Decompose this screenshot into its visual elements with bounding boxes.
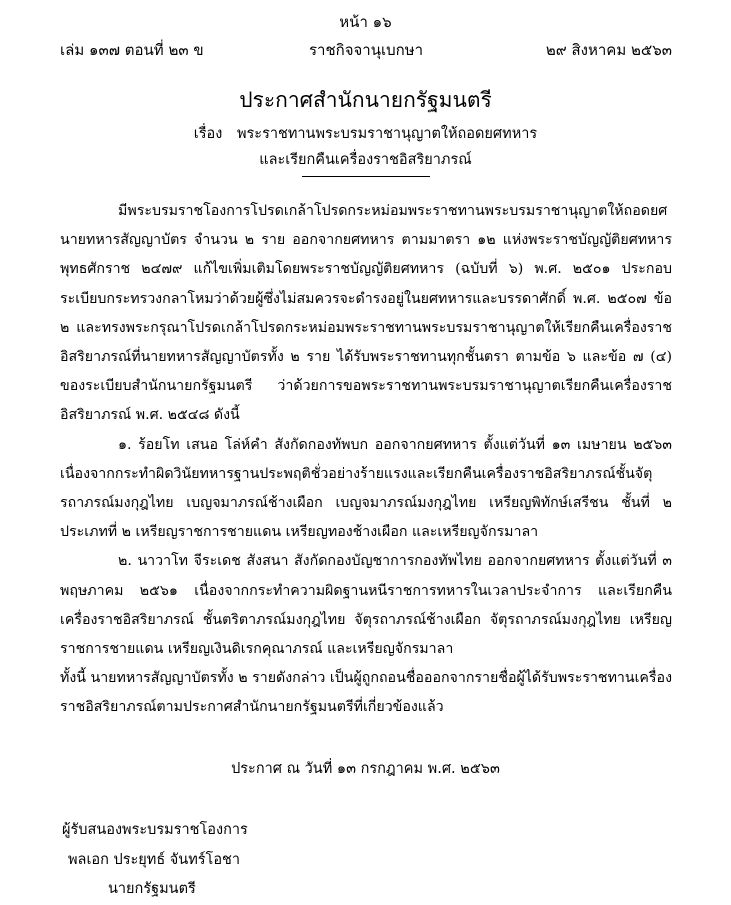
paragraph-conclusion: ทั้งนี้ นายทหารสัญญาบัตรทั้ง ๒ รายดังกล่าว เป็นผู้ถูกถอนชื่อออกจากรายชื่อผู้ได้รับพระราชทานเครื่องราชอิสริยาภรณ์ตามประกาศสำนักนายกรัฐมนตรีที่เกี่ยวข้องแล้ว (60, 670, 672, 716)
announcement-date: ประกาศ ณ วันที่ ๑๓ กรกฎาคม พ.ศ. ๒๕๖๓ (231, 761, 500, 777)
volume-issue: เล่ม ๑๓๗ ตอนที่ ๒๓ ข (60, 41, 204, 59)
publication-name: ราชกิจจานุเบกษา (308, 41, 424, 59)
page-number: หน้า ๑๖ (339, 13, 392, 31)
document-title: ประกาศสำนักนายกรัฐมนตรี (239, 88, 492, 112)
paragraph-item-2: ๒. นาวาโท จีระเดช สังสนา สังกัดกองบัญชาการกองทัพไทย ออกจากยศทหาร ตั้งแต่วันที่ ๓ พฤษภาคม ๒๕๖๑ เนื่องจากกระทำความผิดฐานหนีราชการทหารในเวลาประจำการ และเรียกคืนเครื่องราชอิสริยาภรณ์ ชั้นตริตาภรณ์มงกุฎไทย จัตุรถาภรณ์ช้างเผือก จัตุรถาภรณ์มงกุฎไทย เหรียญราชการชายแดน เหรียญเงินดิเรกคุณาภรณ์ และเหรียญจักรมาลา (60, 553, 672, 658)
document-subject (0, 121, 731, 173)
signatory-position: นายกรัฐมนตรี (108, 881, 196, 897)
subject-label: เรื่อง (193, 126, 223, 142)
document-body (60, 197, 672, 723)
paragraph-item-1: ๑. ร้อยโท เสนอ โล่ห์คำ สังกัดกองทัพบก ออกจากยศทหาร ตั้งแต่วันที่ ๑๓ เมษายน ๒๕๖๓ เนื่องจากกระทำผิดวินัยทหารฐานประพฤติชั่วอย่างร้ายแรงและเรียกคืนเครื่องราชอิสริยาภรณ์ชั้นจัตุรถาภรณ์มงกุฎไทย เบญจมาภรณ์ช้างเผือก เบญจมาภรณ์มงกุฎไทย เหรียญพิทักษ์เสรีชน ชั้นที่ ๒ ประเภทที่ ๒ เหรียญราชการชายแดน เหรียญทองช้างเผือก และเหรียญจักรมาลา (60, 436, 672, 541)
subject-line-1 (0, 121, 731, 147)
publication-date: ๒๙ สิงหาคม ๒๕๖๓ (545, 41, 672, 59)
paragraph-intro: มีพระบรมราชโองการโปรดเกล้าโปรดกระหม่อมพระราชทานพระบรมราชานุญาตให้ถอดยศนายทหารสัญญาบัตร จำนวน ๒ ราย ออกจากยศทหาร ตามมาตรา ๑๒ แห่งพระราชบัญญัติยศทหาร พุทธศักราช ๒๔๗๙ แก้ไขเพิ่มเติมโดยพระราชบัญญัติยศทหาร (ฉบับที่ ๖) พ.ศ. ๒๕๐๑ ประกอบระเบียบกระทรวงกลาโหมว่าด้วยผู้ซึ่งไม่สมควรจะดำรงอยู่ในยศทหารและบรรดาศักดิ์ พ.ศ. ๒๕๐๗ ข้อ ๒ และทรงพระกรุณาโปรดเกล้าโปรดกระหม่อมพระราชทานพระบรมราชานุญาตให้เรียกคืนเครื่องราชอิสริยาภรณ์ที่นายทหารสัญญาบัตรทั้ง ๒ ราย ได้รับพระราชทานทุกชั้นตรา ตามข้อ ๖ และข้อ ๗ (๔) ของระเบียบสำนักนายกรัฐมนตรี ว่าด้วยการขอพระราชทานพระบรมราชานุญาตเรียกคืนเครื่องราชอิสริยาภรณ์ พ.ศ. ๒๕๔๘ ดังนี้ (60, 203, 672, 424)
countersign-line: ผู้รับสนองพระบรมราชโองการ (62, 822, 248, 838)
subject-text-1: พระราชทานพระบรมราชานุญาตให้ถอดยศทหาร (236, 126, 538, 142)
title-divider (302, 176, 430, 177)
running-header (60, 38, 672, 58)
signatory-name: พลเอก ประยุทธ์ จันทร์โอชา (68, 852, 241, 868)
subject-line-2: และเรียกคืนเครื่องราชอิสริยาภรณ์ (259, 152, 472, 168)
